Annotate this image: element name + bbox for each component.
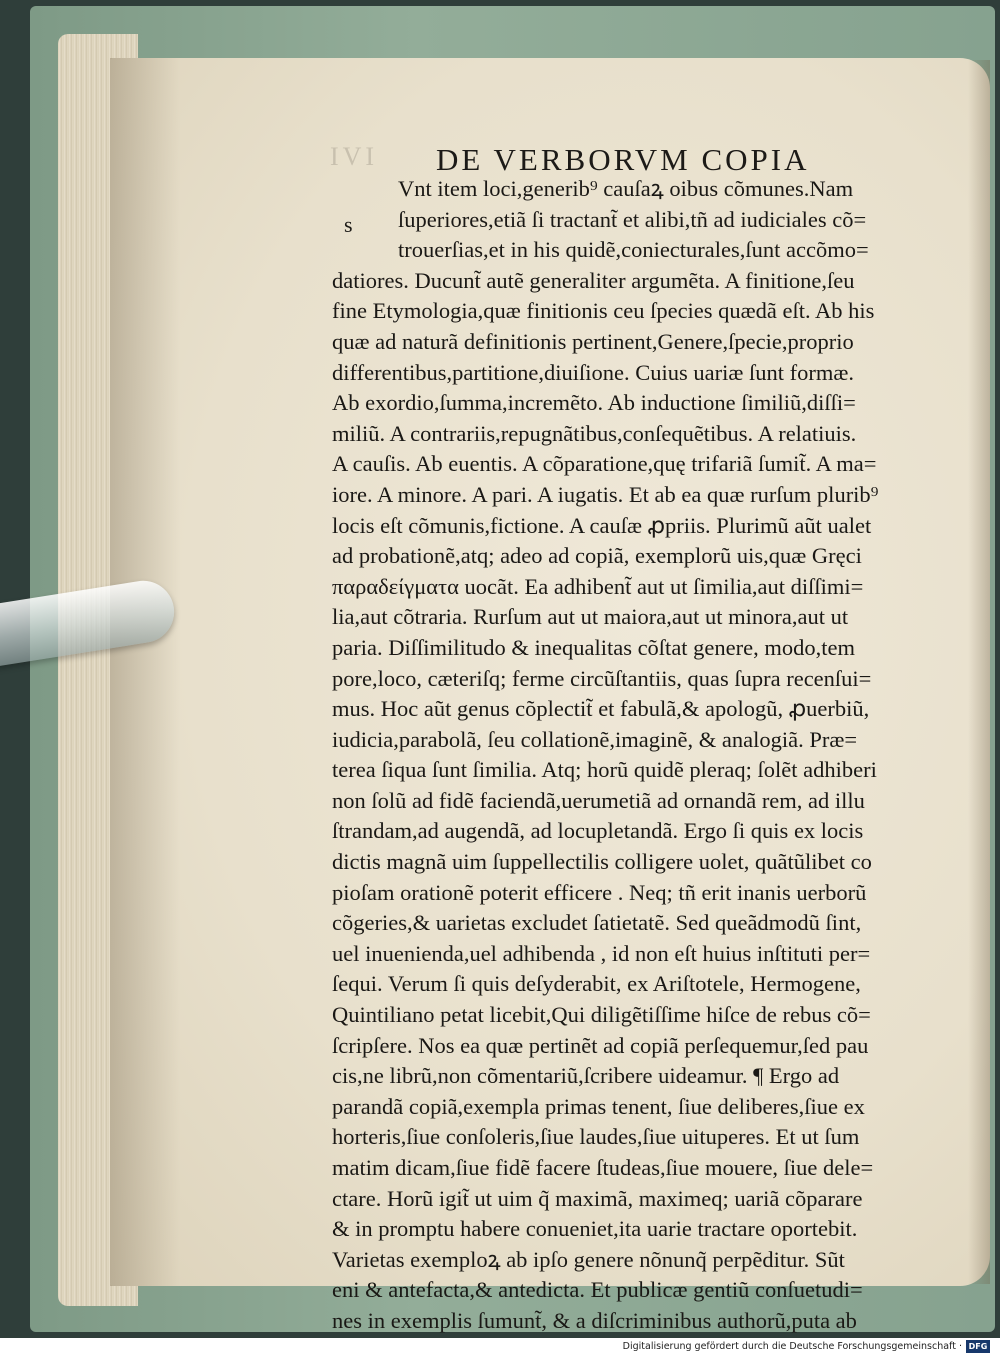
text-line: A cauſis. Ab euentis. A cõparatione,quę trifariã ſumit̃. A ma= (332, 451, 877, 477)
guide-letter: s (344, 212, 353, 237)
text-line: Vnt item loci,generib⁹ cauſaꝝ oibus cõmunes.Nam (398, 176, 854, 201)
text-line: ad probationẽ,atq; adeo ad copiã, exemplorũ uis,quæ Gręci (332, 543, 862, 569)
text-line: pore,loco, cæteriſq; ferme circũſtantiis, quas ſupra recenſui= (332, 665, 872, 691)
text-line: ſequi. Verum ſi quis deſyderabit, ex Ariſtotele, Hermogene, (332, 971, 861, 997)
text-line: parandã copiã,exempla primas tenent, ſiue deliberes,ſiue ex (332, 1093, 865, 1119)
text-line: παραδείγματα uocãt. Ea adhibent̃ aut ut ſimilia,aut diſſimi= (332, 573, 864, 599)
text-line: ſcripſere. Nos ea quæ pertinẽt ad copiã perſequemur,ſed pau (332, 1032, 869, 1058)
text-line: eni & antefacta,& antedicta. Et publicæ gentiũ conſuetudi= (332, 1277, 863, 1303)
body-text (332, 174, 912, 1337)
text-line: miliũ. A contrariis,repugnãtibus,conſequẽtibus. A relatiuis. (332, 420, 857, 446)
running-head: DE VERBORVM COPIA (436, 142, 810, 177)
text-line: non ſolũ ad fidẽ faciendã,uerumetiã ad ornandã rem, ad illu (332, 787, 865, 813)
text-line: lia,aut cõtraria. Rurſum aut ut maiora,aut ut minora,aut ut (332, 604, 849, 630)
page-edge-shadow (968, 60, 990, 1284)
text-line: iudicia,parabolã, ſeu collationẽ,imaginẽ, & analogiã. Præ= (332, 726, 858, 752)
text-line: ſtrandam,ad augendã, ad locupletandã. Ergo ſi quis ex locis (332, 818, 864, 844)
text-line: terea ſiqua ſunt ſimilia. Atq; horũ quidẽ pleraq; ſolẽt adhiberi (332, 757, 877, 783)
text-line: nes in exemplis ſumunt̃, & a diſcriminibus authorũ,puta ab (332, 1307, 857, 1333)
text-line: ſuperiores,etiã ſi tractant̃ et alibi,tñ ad iudiciales cõ= (398, 206, 867, 232)
text-line: Ab exordio,ſumma,incremẽto. Ab inductione ſimiliũ,diſſi= (332, 390, 856, 416)
text-line: Varietas exemploꝝ ab ipſo genere nõnunq̃ perpẽditur. Sũt (332, 1246, 845, 1272)
funding-credit: Digitalisierung gefördert durch die Deutsche Forschungsgemeinschaft · (622, 1341, 962, 1352)
text-line: mus. Hoc aũt genus cõplectit̃ et fabulã,& apologũ, ꝓuerbiũ, (332, 696, 870, 722)
text-line: quæ ad naturã definitionis pertinent,Genere,ſpecie,proprio (332, 328, 854, 354)
text-line: trouerſias,et in his quidẽ,coniecturales,ſunt accõmo= (398, 237, 869, 263)
text-line: datiores. Ducunt̃ autẽ generaliter argumẽta. A finitione,ſeu (332, 267, 855, 293)
text-line: dictis magnã uim ſuppellectilis colligere uolet, quãtũlibet co (332, 849, 872, 875)
dfg-logo: DFG (966, 1340, 990, 1353)
text-line: iore. A minore. A pari. A iugatis. Et ab ea quæ rurſum plurib⁹ (332, 481, 879, 507)
page-gutter-shadow (110, 58, 180, 1286)
text-line: fine Etymologia,quæ finitionis ceu ſpecies quædã eſt. Ab his (332, 298, 875, 324)
text-line: uel inuenienda,uel adhibenda , id non eſt huius inſtituti per= (332, 940, 871, 966)
text-line: horteris,ſiue conſoleris,ſiue laudes,ſiue uituperes. Et ut ſum (332, 1124, 860, 1150)
text-line: & in promptu habere conueniet,ita uarie tractare oportebit. (332, 1216, 858, 1242)
show-through-text: IVI (330, 142, 379, 171)
text-line: differentibus,partitione,diuiſione. Cuius uariæ ſunt formæ. (332, 359, 855, 385)
text-line: matim dicam,ſiue fidẽ facere ſtudeas,ſiue mouere, ſiue dele= (332, 1155, 874, 1180)
text-line: cis,ne librũ,non cõmentariũ,ſcribere uideamur. ¶ Ergo ad (332, 1063, 840, 1089)
text-line: cõgeries,& uarietas excludet ſatietatẽ. Sed queãdmodũ ſint, (332, 910, 862, 936)
text-line: Quintiliano petat licebit,Qui diligẽtiſſime hiſce de rebus cõ= (332, 1002, 871, 1028)
text-line: locis eſt cõmunis,fictione. A cauſæ ꝓpriis. Plurimũ aũt ualet (332, 512, 872, 538)
text-line: ctare. Horũ igit̃ ut uim q̃ maximã, maximeq; uariã cõparare (332, 1185, 863, 1211)
text-line: pioſam orationẽ poterit efficere . Neq; tñ erit inanis uerborũ (332, 879, 867, 905)
text-line: paria. Diſſimilitudo & inequalitas cõſtat genere, modo,tem (332, 634, 855, 660)
